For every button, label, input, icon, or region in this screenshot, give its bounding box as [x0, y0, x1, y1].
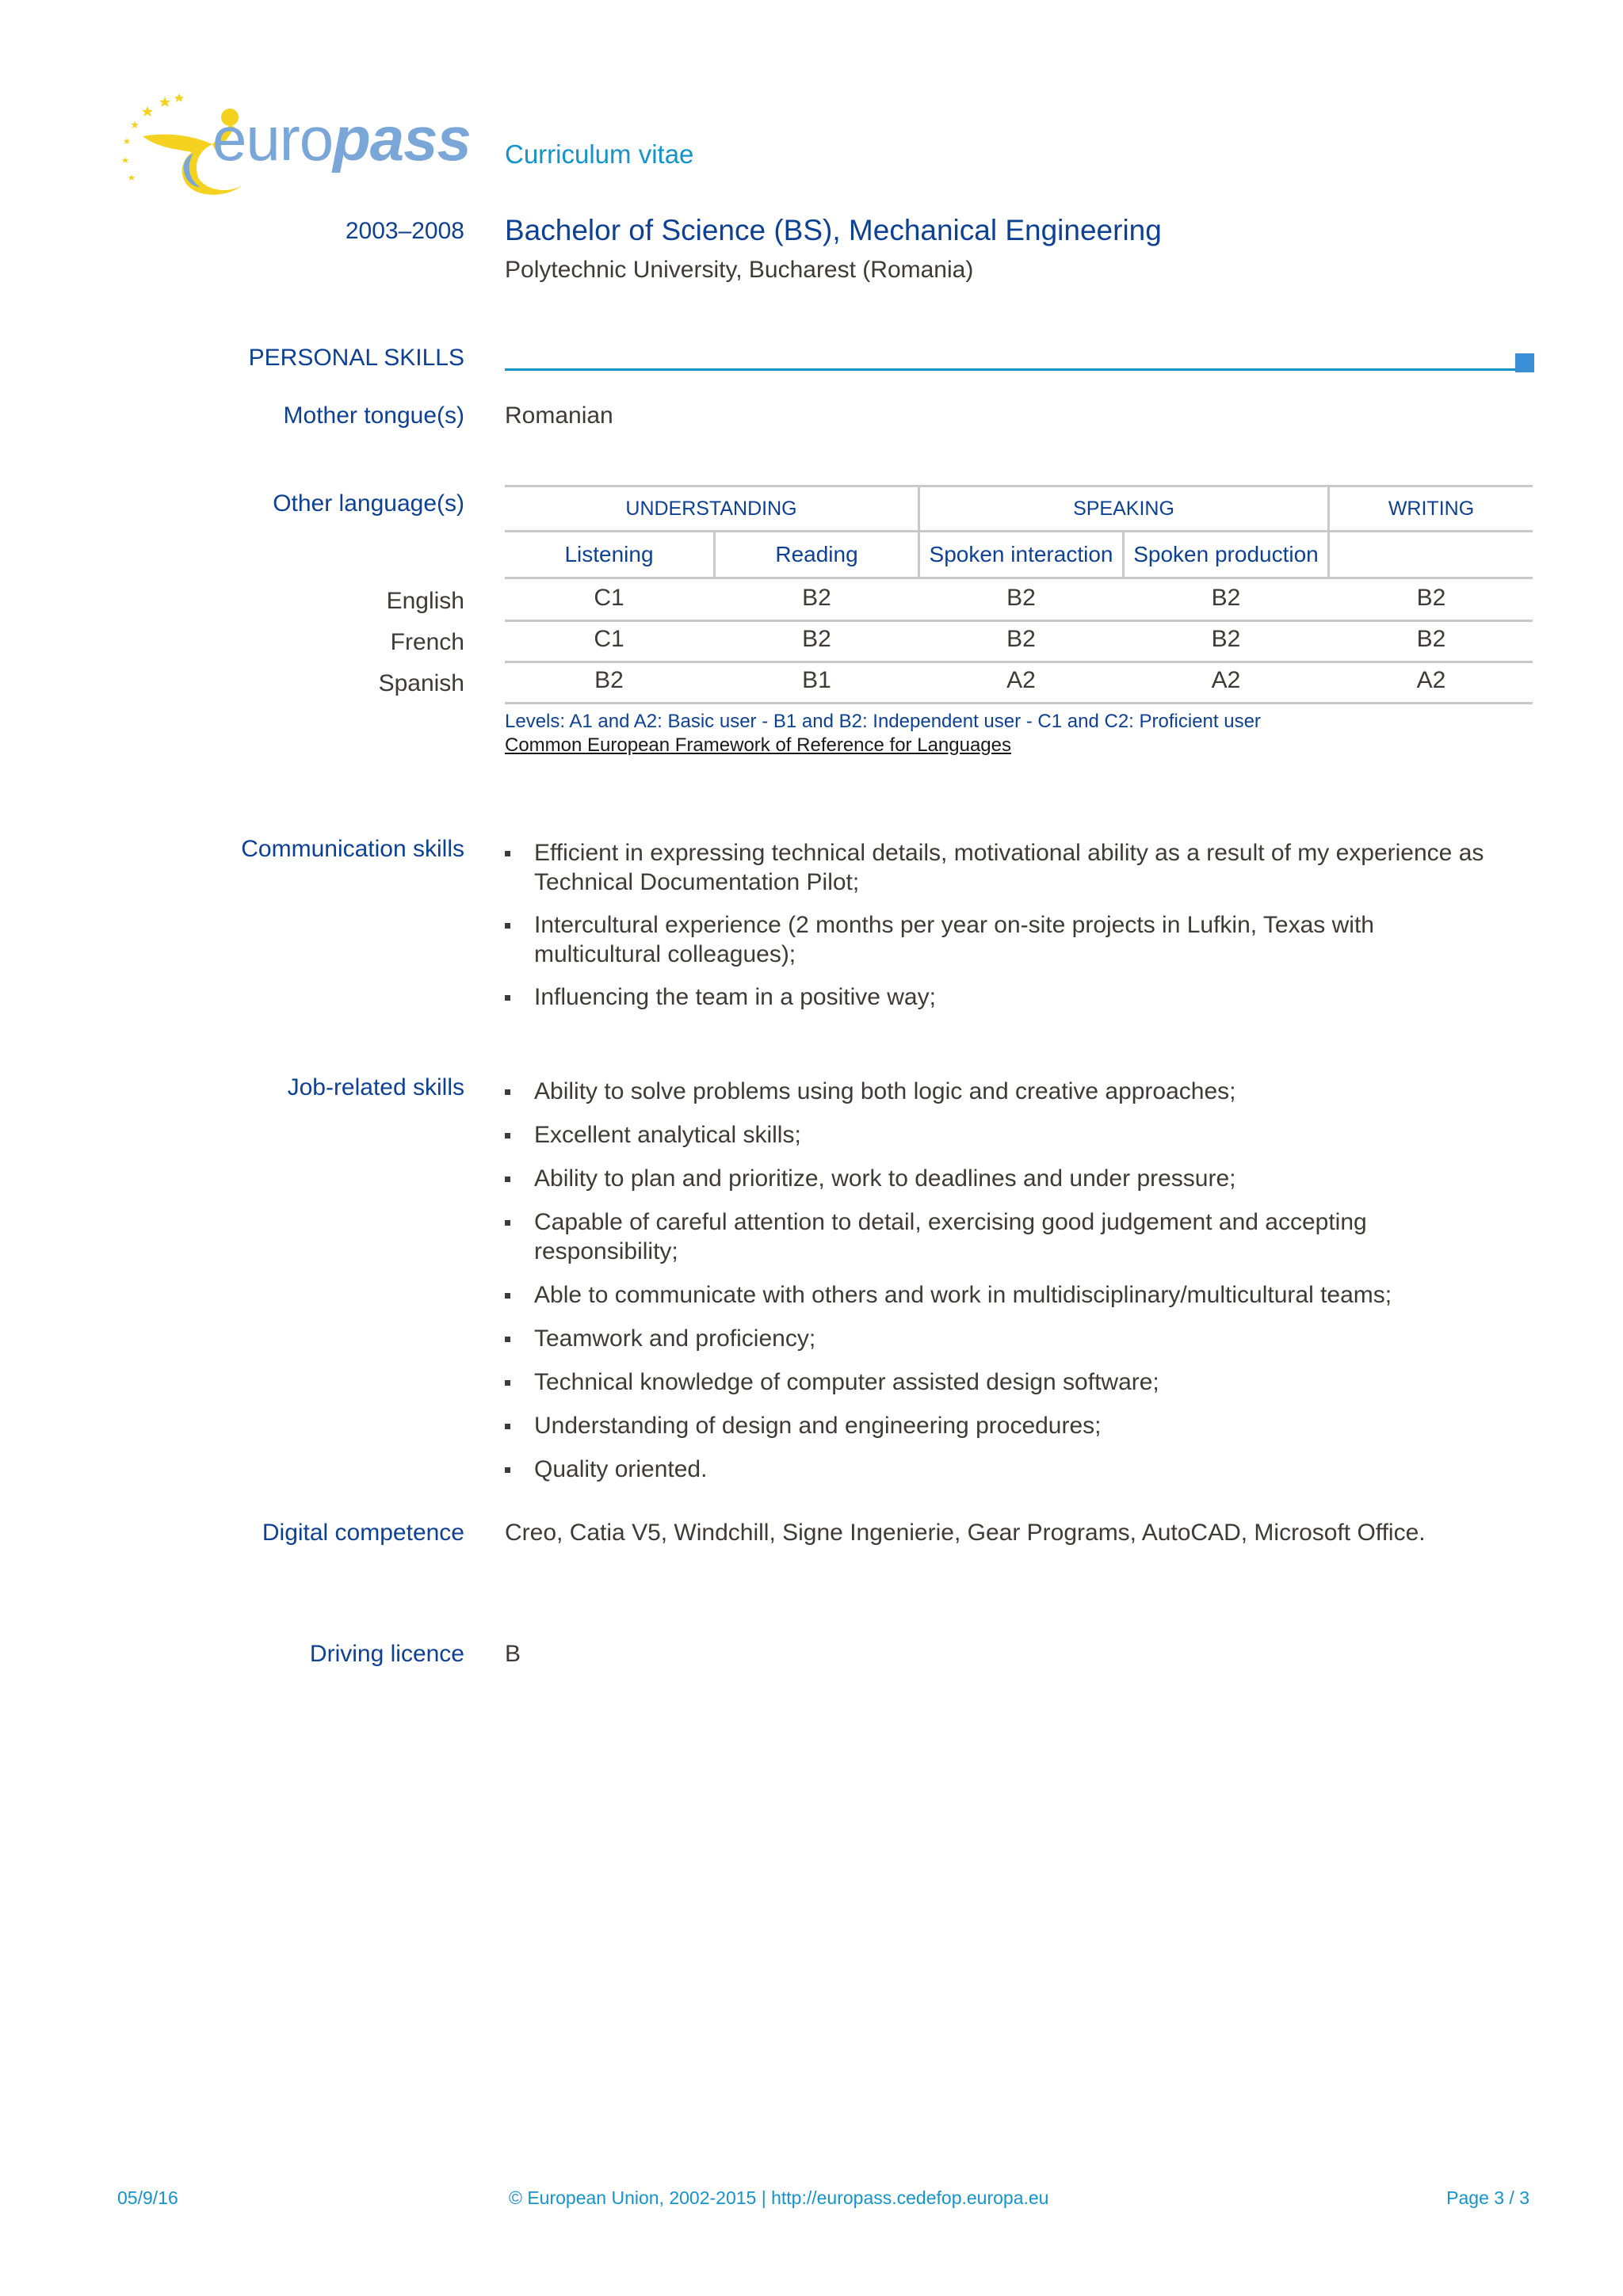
footer-date: 05/9/16	[117, 2187, 178, 2208]
level-cell: A2	[1416, 667, 1446, 693]
level-cell: C1	[594, 626, 624, 652]
job-skills-label: Job-related skills	[287, 1074, 464, 1100]
bullet-icon	[505, 1220, 510, 1226]
communication-skills-list	[505, 838, 1487, 1012]
subheader-listening: Listening	[564, 542, 654, 566]
job-skills-list	[505, 1077, 1487, 1484]
subheader-spoken-production: Spoken production	[1133, 542, 1319, 566]
language-name: English	[386, 588, 464, 614]
language-name: French	[390, 629, 464, 655]
level-cell: B2	[1416, 626, 1446, 652]
section-divider	[505, 368, 1515, 371]
bullet-icon	[505, 1089, 510, 1095]
bullet-icon	[505, 851, 510, 856]
footer-copyright: © European Union, 2002-2015 | http://europass.cedefop.europa.eu	[509, 2187, 1049, 2208]
level-cell: B2	[802, 585, 831, 611]
bullet-icon	[505, 1337, 510, 1342]
level-cell: A2	[1211, 667, 1241, 693]
group-header-writing: WRITING	[1388, 498, 1475, 520]
bullet-icon	[505, 1467, 510, 1473]
bullet-icon	[505, 1380, 510, 1386]
table-rule	[505, 485, 1533, 487]
digital-competence-label: Digital competence	[262, 1520, 464, 1546]
personal-skills-heading: PERSONAL SKILLS	[248, 345, 464, 371]
education-institution: Polytechnic University, Bucharest (Romania)	[505, 257, 974, 283]
level-cell: B2	[1416, 585, 1446, 611]
education-dates: 2003–2008	[345, 218, 464, 244]
driving-licence-value: B	[505, 1641, 521, 1667]
list-item: Ability to solve problems using both logic and creative approaches;	[505, 1077, 1487, 1106]
europass-logo	[111, 89, 475, 200]
level-cell: B2	[1006, 585, 1036, 611]
list-item: Capable of careful attention to detail, exercising good judgement and accepting responsibility;	[505, 1207, 1487, 1266]
cefr-link[interactable]: Common European Framework of Reference for Languages	[505, 734, 1011, 756]
level-cell: B2	[1006, 626, 1036, 652]
bullet-icon	[505, 923, 510, 929]
list-item: Ability to plan and prioritize, work to deadlines and under pressure;	[505, 1164, 1487, 1193]
logo-pass-text: pass	[333, 104, 471, 174]
section-marker	[1515, 353, 1534, 372]
bullet-icon	[505, 1133, 510, 1138]
table-rule	[505, 620, 1533, 622]
level-cell: C1	[594, 585, 624, 611]
group-header-understanding: UNDERSTANDING	[625, 498, 797, 520]
subheader-spoken-interaction: Spoken interaction	[929, 542, 1113, 566]
table-rule	[505, 702, 1533, 704]
list-item: Understanding of design and engineering procedures;	[505, 1411, 1487, 1440]
table-rule	[505, 530, 1533, 532]
table-rule	[505, 577, 1533, 579]
language-name: Spanish	[378, 670, 464, 696]
subheader-reading: Reading	[775, 542, 858, 566]
list-item: Excellent analytical skills;	[505, 1120, 1487, 1150]
level-cell: B2	[594, 667, 624, 693]
group-header-speaking: SPEAKING	[1073, 498, 1174, 520]
mother-tongue-value: Romanian	[505, 402, 613, 429]
list-item: Teamwork and proficiency;	[505, 1324, 1487, 1353]
list-item: Able to communicate with others and work in multidisciplinary/multicultural teams;	[505, 1280, 1487, 1310]
document-title: Curriculum vitae	[505, 139, 694, 169]
bullet-icon	[505, 995, 510, 1001]
communication-skills-label: Communication skills	[241, 836, 464, 862]
digital-competence-value: Creo, Catia V5, Windchill, Signe Ingenierie, Gear Programs, AutoCAD, Microsoft Office.	[505, 1520, 1426, 1546]
list-item: Quality oriented.	[505, 1455, 1487, 1484]
education-degree: Bachelor of Science (BS), Mechanical Engineering	[505, 214, 1162, 246]
list-item: Influencing the team in a positive way;	[505, 982, 1487, 1012]
footer-page-number: Page 3 / 3	[1446, 2187, 1529, 2208]
bullet-icon	[505, 1177, 510, 1182]
level-cell: B2	[1211, 585, 1241, 611]
list-item: Efficient in expressing technical details, motivational ability as a result of my experience as Technical Documentation Pilot;	[505, 838, 1487, 897]
levels-note: Levels: A1 and A2: Basic user - B1 and B2: Independent user - C1 and C2: Proficient user	[505, 711, 1261, 732]
other-languages-label: Other language(s)	[273, 490, 464, 517]
bullet-icon	[505, 1424, 510, 1429]
bullet-icon	[505, 1293, 510, 1299]
mother-tongue-label: Mother tongue(s)	[283, 402, 464, 429]
level-cell: A2	[1006, 667, 1036, 693]
driving-licence-label: Driving licence	[309, 1641, 464, 1667]
list-item: Technical knowledge of computer assisted design software;	[505, 1367, 1487, 1397]
list-item: Intercultural experience (2 months per year on-site projects in Lufkin, Texas with multicultural colleagues);	[505, 910, 1487, 969]
table-rule	[505, 661, 1533, 663]
logo-euro-text: euro	[212, 104, 334, 174]
level-cell: B1	[802, 667, 831, 693]
level-cell: B2	[1211, 626, 1241, 652]
level-cell: B2	[802, 626, 831, 652]
